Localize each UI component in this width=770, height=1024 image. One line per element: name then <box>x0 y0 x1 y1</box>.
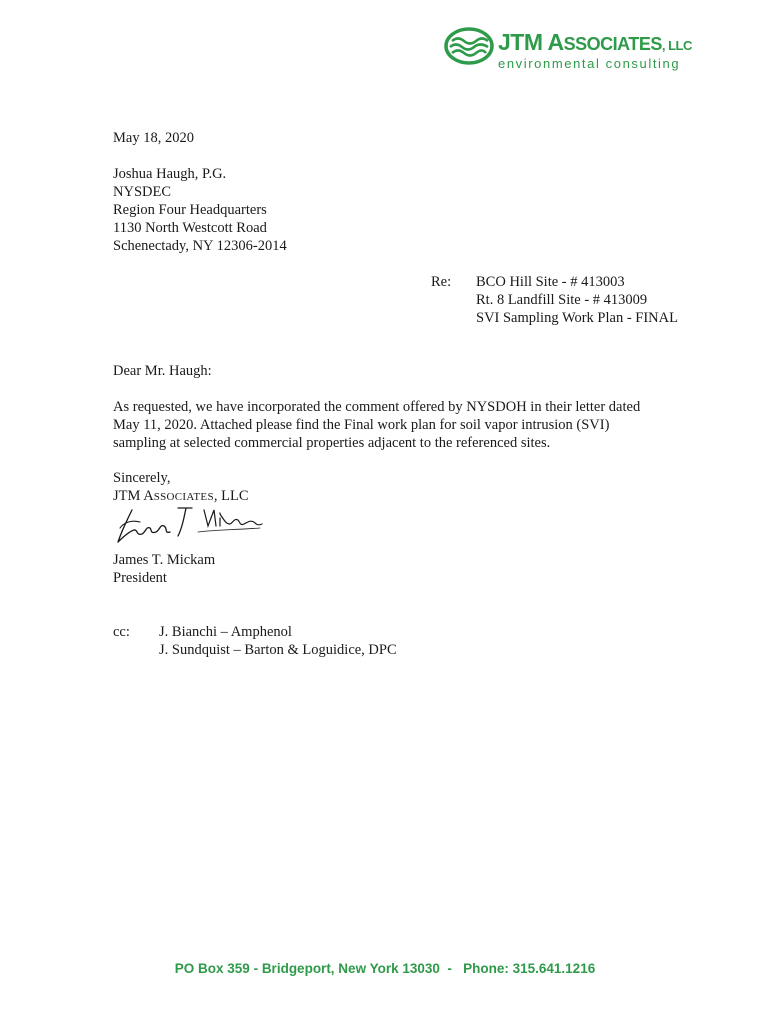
cc-recipient: J. Sundquist – Barton & Loguidice, DPC <box>159 642 397 658</box>
handwritten-signature <box>112 502 264 550</box>
company-tagline: environmental consulting <box>498 56 681 71</box>
letter-body <box>113 398 640 452</box>
body-line: As requested, we have incorporated the comment offered by NYSDOH in their letter dated <box>113 399 641 415</box>
salutation: Dear Mr. Haugh: <box>113 363 212 379</box>
signer-name: James T. Mickam <box>113 552 216 568</box>
body-line: sampling at selected commercial properties adjacent to the referenced sites. <box>113 435 551 451</box>
body-line: May 11, 2020. Attached please find the Final work plan for soil vapor intrusion (SVI) <box>113 417 610 433</box>
letter-date: May 18, 2020 <box>113 130 194 146</box>
cc-recipient: J. Bianchi – Amphenol <box>159 624 292 640</box>
re-line: Rt. 8 Landfill Site - # 413009 <box>476 292 648 308</box>
closing: Sincerely, <box>113 470 171 486</box>
waves-ellipse-logo-icon <box>444 26 494 66</box>
cc-label: cc: <box>113 624 130 640</box>
re-line: SVI Sampling Work Plan - FINAL <box>476 310 678 326</box>
cc-list <box>159 623 397 659</box>
recipient-office: Region Four Headquarters <box>113 202 267 218</box>
recipient-organization: NYSDEC <box>113 184 172 200</box>
signer-title: President <box>113 570 167 586</box>
company-logo <box>442 24 692 76</box>
re-label: Re: <box>431 274 452 290</box>
re-subject <box>476 273 678 327</box>
letterhead-footer: PO Box 359 - Bridgeport, New York 13030 - Phone: 315.641.1216 <box>174 961 596 976</box>
recipient-street: 1130 North Westcott Road <box>113 220 267 236</box>
recipient-name: Joshua Haugh, P.G. <box>113 166 227 182</box>
recipient-city-state-zip: Schenectady, NY 12306-2014 <box>113 238 287 254</box>
recipient-address <box>113 165 287 255</box>
re-line: BCO Hill Site - # 413003 <box>476 274 625 290</box>
signature-company: JTM ASSOCIATES, LLC <box>113 488 249 504</box>
company-name: JTM ASSOCIATES, LLC <box>498 29 692 55</box>
